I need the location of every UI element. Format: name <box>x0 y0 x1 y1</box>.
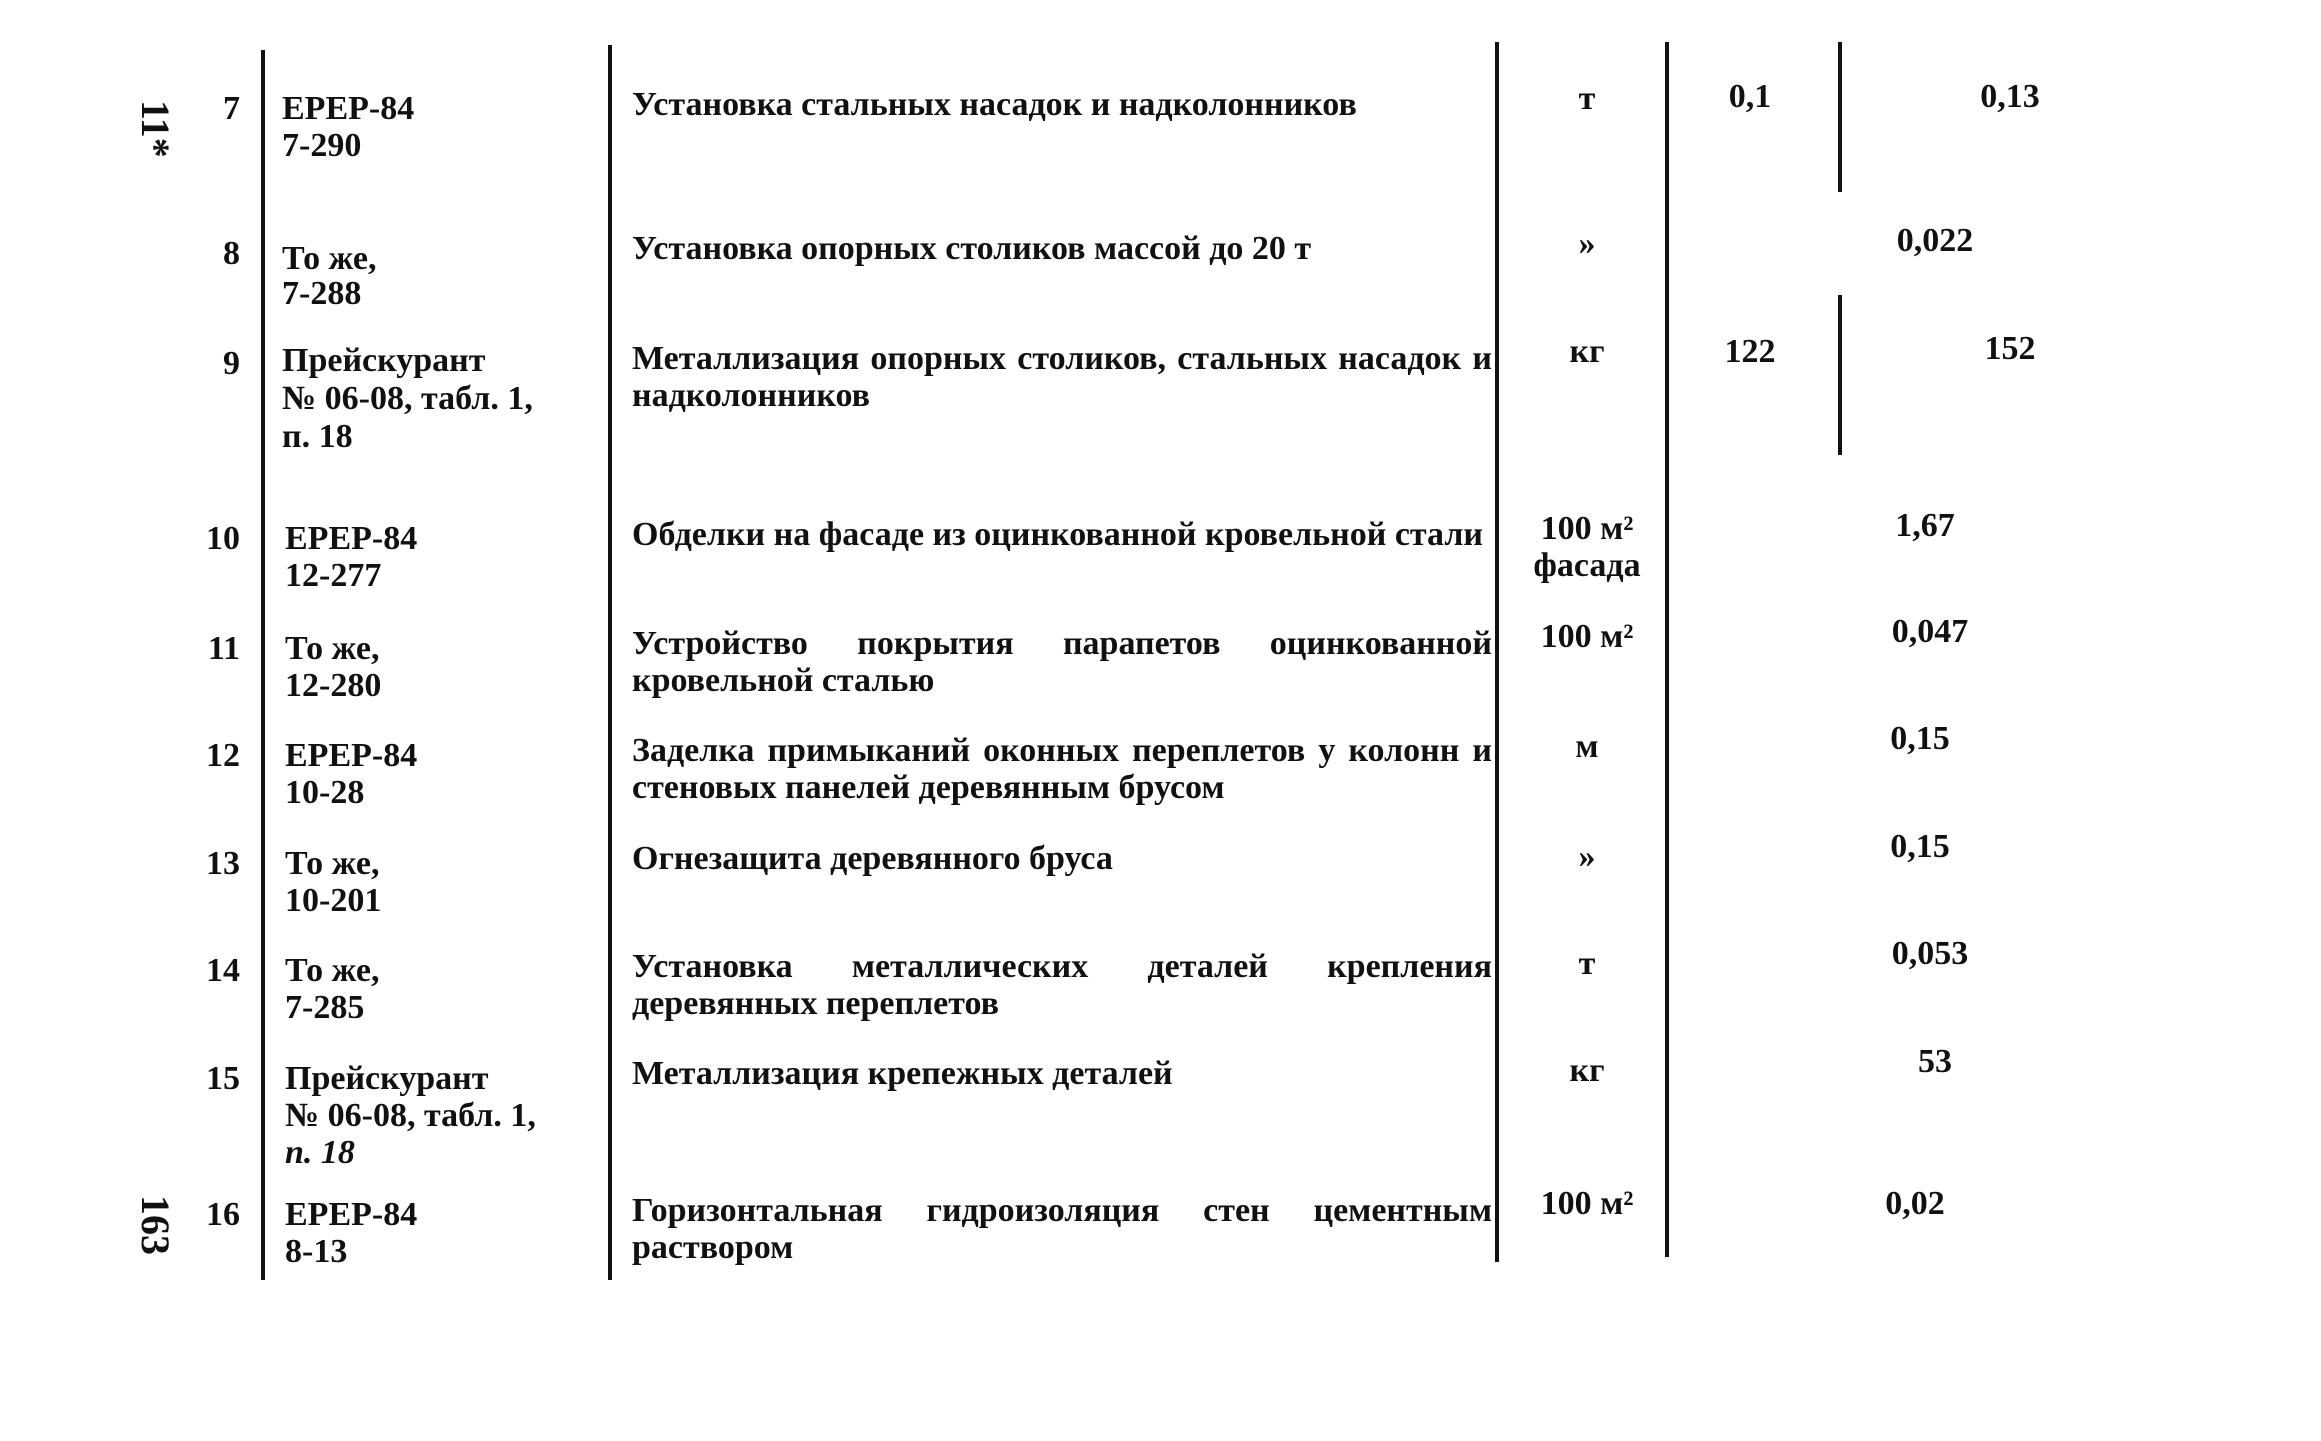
unit: т <box>1578 945 1596 982</box>
unit: » <box>1578 225 1596 262</box>
source-line: п. 18 <box>282 418 353 455</box>
value-2: 53 <box>1918 1043 1952 1080</box>
row-number: 7 <box>223 90 240 127</box>
value-2: 1,67 <box>1895 507 1955 544</box>
column-rule-5b <box>1838 295 1842 455</box>
row-number: 13 <box>206 845 240 882</box>
row-number: 8 <box>223 235 240 272</box>
source-line: То же, <box>285 845 380 882</box>
unit: » <box>1578 838 1596 875</box>
unit: т <box>1578 80 1596 117</box>
source-line: 12-280 <box>285 667 382 704</box>
unit: 100 м² <box>1540 618 1634 655</box>
work-description: Металлизация крепежных деталей <box>632 1055 1173 1092</box>
source-line: 7-285 <box>285 989 365 1026</box>
source-line: 7-290 <box>282 127 362 164</box>
value-2: 0,053 <box>1891 935 1969 972</box>
source-line: 7-288 <box>282 275 362 312</box>
source-line: То же, <box>285 952 380 989</box>
value-2: 0,047 <box>1891 613 1969 650</box>
row-number: 16 <box>206 1196 240 1233</box>
value-2: 0,15 <box>1890 720 1950 757</box>
value-2: 0,022 <box>1896 222 1974 259</box>
source-line: ЕРЕР-84 <box>285 737 418 774</box>
unit: м <box>1575 728 1599 765</box>
row-number: 11 <box>207 630 240 667</box>
column-rule-1 <box>261 50 265 1280</box>
source-line: № 06-08, табл. 1, <box>282 380 533 417</box>
value-1: 122 <box>1724 333 1776 370</box>
value-2: 0,15 <box>1890 828 1950 865</box>
source-line: ЕРЕР-84 <box>285 520 418 557</box>
value-2: 0,02 <box>1885 1185 1945 1222</box>
value-2: 0,13 <box>1980 78 2040 115</box>
source-line: То же, <box>285 630 380 667</box>
work-description: Огнезащита деревянного бруса <box>632 840 1113 877</box>
work-description: Установка стальных насадок и надколонников <box>632 86 1357 123</box>
column-rule-4 <box>1665 42 1669 1257</box>
work-description: Установка опорных столиков массой до 20 т <box>632 230 1312 267</box>
source-line: № 06-08, табл. 1, <box>285 1097 536 1134</box>
column-rule-5a <box>1838 42 1842 192</box>
unit: 100 м² <box>1540 510 1634 547</box>
column-rule-2 <box>608 45 612 1280</box>
work-description: Обделки на фасаде из оцинкованной кровельной стали <box>632 516 1484 553</box>
row-number: 15 <box>206 1060 240 1097</box>
source-line: То же, <box>282 240 377 277</box>
row-number: 10 <box>206 520 240 557</box>
value-2: 152 <box>1984 330 2036 367</box>
source-line: 8-13 <box>285 1233 348 1270</box>
row-number: 9 <box>223 345 240 382</box>
source-line: Прейскурант <box>285 1060 489 1097</box>
side-mark-bottom: 163 <box>133 1195 178 1255</box>
source-line: ЕРЕР-84 <box>282 90 415 127</box>
side-mark-top: 11* <box>133 100 178 158</box>
row-number: 12 <box>206 737 240 774</box>
source-line: Прейскурант <box>282 342 486 379</box>
column-rule-3 <box>1495 42 1499 1262</box>
unit: 100 м² <box>1540 1185 1634 1222</box>
source-line: 12-277 <box>285 557 382 594</box>
work-description: Заделка примыканий оконных переплетов у колонн и стеновых панелей деревянным брусом <box>632 732 1492 806</box>
unit: кг <box>1569 1052 1605 1089</box>
work-description: Устройство покрытия парапетов оцинкованной кровельной сталью <box>632 625 1492 699</box>
work-description: Установка металлических деталей крепления деревянных переплетов <box>632 948 1492 1022</box>
unit: фасада <box>1533 547 1641 584</box>
source-line: 10-28 <box>285 774 365 811</box>
source-line: ЕРЕР-84 <box>285 1196 418 1233</box>
work-description: Горизонтальная гидроизоляция стен цементным раствором <box>632 1192 1492 1266</box>
source-line: 10-201 <box>285 882 382 919</box>
source-line: п. 18 <box>285 1134 355 1171</box>
work-description: Металлизация опорных столиков, стальных насадок и надколонников <box>632 340 1492 414</box>
value-1: 0,1 <box>1728 78 1772 115</box>
unit: кг <box>1569 333 1605 370</box>
row-number: 14 <box>206 952 240 989</box>
